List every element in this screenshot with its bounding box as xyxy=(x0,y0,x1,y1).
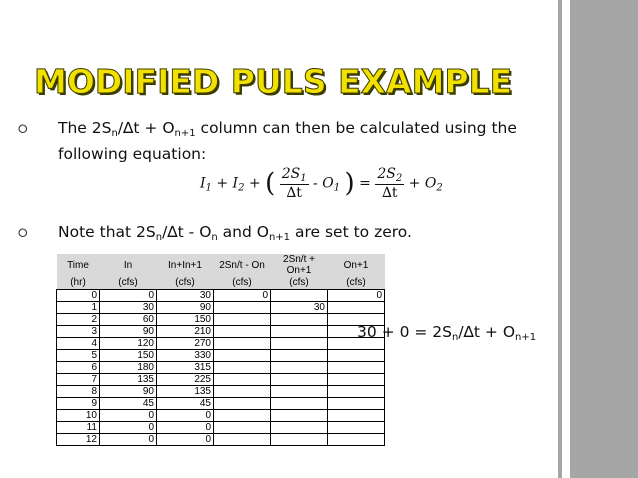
eq-term: + O xyxy=(408,175,437,192)
table-cell: 3 xyxy=(57,326,100,338)
table-cell xyxy=(214,386,271,398)
table-cell: 0 xyxy=(100,434,157,446)
right-paren: ) xyxy=(344,168,355,199)
table-cell xyxy=(328,410,385,422)
table-row xyxy=(57,314,385,326)
table-cell: 12 xyxy=(57,434,100,446)
subscript: n xyxy=(451,332,459,343)
header-2sn-minus: 2Sn/t - On xyxy=(214,254,271,276)
header-2sn-plus: 2Sn/t + On+1 xyxy=(271,254,328,276)
table-row xyxy=(57,434,385,446)
table-cell xyxy=(214,350,271,362)
table-cell: 135 xyxy=(157,386,214,398)
table-cell xyxy=(214,434,271,446)
fraction-1 xyxy=(280,166,309,201)
eq-term: I xyxy=(200,175,206,192)
bullet-text-1 xyxy=(58,118,517,164)
table-cell xyxy=(271,314,328,326)
table-cell: 315 xyxy=(157,362,214,374)
table-cell xyxy=(271,374,328,386)
table-cell: 45 xyxy=(157,398,214,410)
table-cell xyxy=(214,362,271,374)
table-cell: 270 xyxy=(157,338,214,350)
bullet-icon: ⭘ xyxy=(18,226,28,240)
eq-den: ∆t xyxy=(382,185,398,201)
subscript: n xyxy=(211,232,218,243)
eq-sub: 1 xyxy=(333,182,341,194)
table-cell: 60 xyxy=(100,314,157,326)
data-table xyxy=(56,254,385,446)
table-header-row xyxy=(57,254,385,276)
text-fragment: 30 + 0 = 2S xyxy=(357,323,452,341)
table-cell: 90 xyxy=(157,302,214,314)
table-cell xyxy=(214,374,271,386)
table-cell: 30 xyxy=(157,290,214,302)
header-in-sum: In+In+1 xyxy=(157,254,214,276)
table-cell: 4 xyxy=(57,338,100,350)
eq-op: + xyxy=(248,175,261,192)
table-cell xyxy=(271,422,328,434)
table-cell: 0 xyxy=(100,410,157,422)
table-row xyxy=(57,290,385,302)
table-row xyxy=(57,326,385,338)
table-cell: 6 xyxy=(57,362,100,374)
text-fragment: and O xyxy=(217,223,269,241)
table-cell xyxy=(214,422,271,434)
table-cell: 0 xyxy=(214,290,271,302)
table-cell: 7 xyxy=(57,374,100,386)
eq-op: + xyxy=(216,175,229,192)
left-paren: ( xyxy=(265,168,276,199)
table-cell: 0 xyxy=(157,410,214,422)
table-cell: 1 xyxy=(57,302,100,314)
table-cell: 0 xyxy=(328,290,385,302)
table-cell xyxy=(271,386,328,398)
units-cell: (cfs) xyxy=(100,276,157,290)
table-cell xyxy=(328,386,385,398)
table-cell xyxy=(214,302,271,314)
table-cell xyxy=(271,398,328,410)
table-cell: 0 xyxy=(100,422,157,434)
eq-sub: 1 xyxy=(205,182,212,194)
eq-num: 2S xyxy=(377,166,396,182)
table-cell xyxy=(271,326,328,338)
text-fragment: column can then be calculated using the xyxy=(195,119,517,137)
table-cell xyxy=(214,314,271,326)
equation xyxy=(200,166,443,201)
table-cell: 9 xyxy=(57,398,100,410)
bullet-text-2 xyxy=(58,222,412,248)
table-cell xyxy=(328,434,385,446)
eq-term: I xyxy=(232,175,239,192)
table-cell: 0 xyxy=(100,290,157,302)
table-cell: 45 xyxy=(100,398,157,410)
eq-term: - O xyxy=(313,175,334,192)
text-fragment: The 2S xyxy=(58,119,112,137)
table-cell: 150 xyxy=(157,314,214,326)
table-cell xyxy=(328,422,385,434)
header-on1: On+1 xyxy=(328,254,385,276)
fraction-2 xyxy=(375,166,404,201)
table-cell: 8 xyxy=(57,386,100,398)
table-units-row xyxy=(57,276,385,290)
units-cell: (hr) xyxy=(57,276,100,290)
table-cell xyxy=(271,434,328,446)
eq-sub: 2 xyxy=(436,182,443,194)
table-row xyxy=(57,398,385,410)
table-row xyxy=(57,338,385,350)
table-row xyxy=(57,350,385,362)
table-cell: 150 xyxy=(100,350,157,362)
eq-num: 2S xyxy=(281,166,301,182)
table-cell: 11 xyxy=(57,422,100,434)
header-time: Time xyxy=(57,254,100,276)
bullet-icon: ⭘ xyxy=(18,122,28,136)
subscript: n+1 xyxy=(268,232,291,243)
units-cell: (cfs) xyxy=(157,276,214,290)
table-cell: 330 xyxy=(157,350,214,362)
table-cell xyxy=(214,398,271,410)
table-cell xyxy=(328,362,385,374)
sidebar-divider xyxy=(558,0,562,478)
table-cell: 10 xyxy=(57,410,100,422)
table-cell xyxy=(271,338,328,350)
table-cell: 30 xyxy=(100,302,157,314)
eq-op: = xyxy=(359,175,371,192)
header-in: In xyxy=(100,254,157,276)
table-row xyxy=(57,422,385,434)
table-cell xyxy=(271,290,328,302)
table-row xyxy=(57,374,385,386)
table-cell xyxy=(328,374,385,386)
table-cell xyxy=(271,362,328,374)
text-fragment: following equation: xyxy=(58,145,207,163)
table-cell xyxy=(328,350,385,362)
table-row xyxy=(57,410,385,422)
table-cell: 120 xyxy=(100,338,157,350)
eq-den: ∆t xyxy=(286,185,302,201)
table-cell xyxy=(214,326,271,338)
table-cell: 0 xyxy=(157,422,214,434)
eq-sub: 2 xyxy=(238,182,245,194)
subscript: n xyxy=(111,128,118,139)
table-cell: 30 xyxy=(271,302,328,314)
right-sidebar xyxy=(570,0,638,478)
result-equation xyxy=(357,323,536,343)
table-cell: 225 xyxy=(157,374,214,386)
units-cell: (cfs) xyxy=(271,276,328,290)
text-fragment: /∆t + O xyxy=(117,119,175,137)
table-cell xyxy=(328,398,385,410)
table-row xyxy=(57,302,385,314)
table-cell: 180 xyxy=(100,362,157,374)
table-cell: 5 xyxy=(57,350,100,362)
text-fragment: are set to zero. xyxy=(290,223,412,241)
table-cell xyxy=(271,410,328,422)
units-cell: (cfs) xyxy=(214,276,271,290)
table-cell: 0 xyxy=(57,290,100,302)
table-cell: 0 xyxy=(157,434,214,446)
subscript: n+1 xyxy=(515,332,537,343)
text-fragment: /∆t + O xyxy=(458,323,516,341)
table-row xyxy=(57,362,385,374)
table-row xyxy=(57,386,385,398)
subscript: n xyxy=(155,232,163,243)
eq-sub: 1 xyxy=(300,173,307,184)
table-cell: 135 xyxy=(100,374,157,386)
table-cell xyxy=(214,410,271,422)
text-fragment: Note that 2S xyxy=(58,223,156,241)
table-cell: 90 xyxy=(100,386,157,398)
text-fragment: /∆t - O xyxy=(162,223,212,241)
subscript: n+1 xyxy=(174,128,196,139)
table-cell: 210 xyxy=(157,326,214,338)
eq-sub: 2 xyxy=(395,173,403,184)
table-cell xyxy=(214,338,271,350)
units-cell: (cfs) xyxy=(328,276,385,290)
table-cell: 2 xyxy=(57,314,100,326)
table-cell xyxy=(271,350,328,362)
table-cell xyxy=(328,302,385,314)
slide-title: MODIFIED PULS EXAMPLE xyxy=(34,62,513,101)
table-cell: 90 xyxy=(100,326,157,338)
